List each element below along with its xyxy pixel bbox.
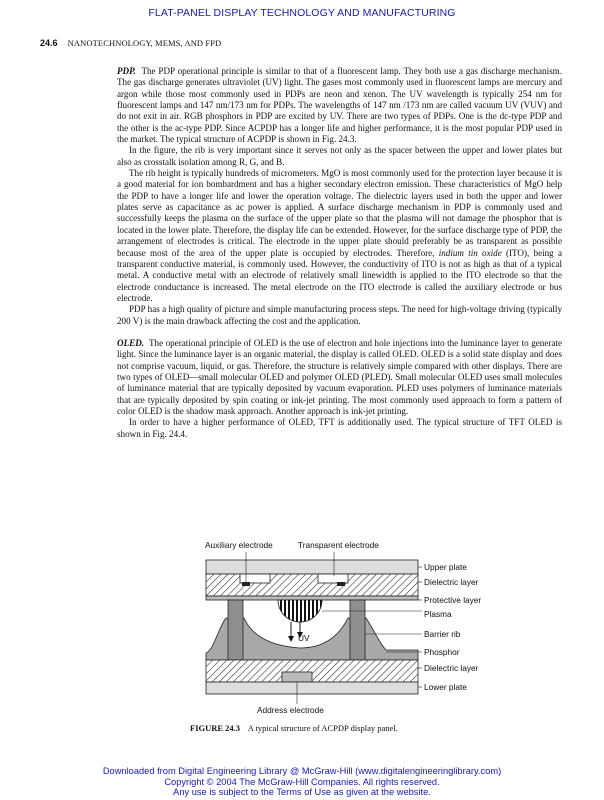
body-text [117,66,562,440]
download-footer [0,766,604,798]
section-title: NANOTECHNOLOGY, MEMS, AND FPD [67,38,222,48]
footer-line-1[interactable]: Downloaded from Digital Engineering Library @ McGraw-Hill (www.digitalengineeringlibrary.com) [102,766,502,776]
protective-layer-shape [206,596,418,600]
figure-caption-number: FIGURE 24.3 [190,723,241,733]
figure-24-3 [200,538,510,718]
page-number: 24.6 [40,38,58,48]
oled-run-in-heading: OLED. [117,337,145,348]
upper-plate [206,560,418,574]
upper-dielectric-layer [206,574,418,596]
page-banner: FLAT-PANEL DISPLAY TECHNOLOGY AND MANUFACTURING [148,7,456,19]
transparent-electrode-right [318,574,348,583]
pdp-paragraph-3 [117,168,562,304]
pdp-paragraph-4: PDP has a high quality of picture and simple manufacturing process steps. The need for high-voltage driving (typically 200 V) is the main drawback affecting the cost and the application. [117,304,562,326]
footer-line-3[interactable]: Any use is subject to the Terms of Use as given at the website. [173,787,431,797]
label-protective-layer: Protective layer [424,595,482,605]
running-head [40,38,221,48]
lower-plate-shape [206,682,418,694]
barrier-rib-left [228,600,243,660]
transparent-electrode-left [240,574,270,583]
label-dielectric-layer-top: Dielectric layer [424,577,479,587]
footer-line-2: Copyright © 2004 The McGraw-Hill Companies. All rights reserved. [164,776,440,787]
oled-paragraph-2: In order to have a higher performance of OLED, TFT is additionally used. The typical structure of TFT OLED is shown in Fig. 24.4. [117,417,562,439]
ito-term: indium tin oxide [438,247,502,258]
pdp-run-in-heading: PDP. [117,66,136,76]
pdp-paragraph-1 [117,66,562,145]
oled-paragraph-1 [117,338,562,417]
figure-caption [190,723,398,733]
figure-caption-text: A typical structure of ACPDP display panel. [247,723,398,733]
oled-paragraph-1-text: The operational principle of OLED is the use of electron and hole injections into the luminance layer to generate light. Since the luminance layer is an organic material, the display is called OLED. OLED is a solid state display and does not comprise vacuum, liquid, or gas. Therefore, the structure is relatively simple compared with other displays. There are two types of OLED—small molecular OLED and polymer OLED (PLED). Small molecular OLED uses small molecules of luminance material that are typically deposited by vacuum evaporation. PLED uses polymers of luminance materials that are typically deposited by spin coating or ink-jet printing. The most commonly used approach to form a pattern of color OLED is the shadow mask approach. Another approach is ink-jet printing. [117,337,562,416]
label-uv: UV [298,633,310,643]
label-upper-plate: Upper plate [424,562,467,572]
address-electrode-shape [282,672,312,682]
label-barrier-rib: Barrier rib [424,629,461,639]
plasma-shape [278,600,322,622]
uv-arrowhead-left [288,636,294,642]
label-address-electrode: Address electrode [257,705,324,715]
label-lower-plate: Lower plate [424,682,467,692]
pdp-paragraph-2: In the figure, the rib is very important since it serves not only as the spacer between the upper and lower plates but also as crosstalk isolation among R, G, and B. [117,145,562,167]
pdp-paragraph-3-text-a: The rib height is typically hundreds of micrometers. MgO is most commonly used for the protection layer because it is a good material for ion bombardment and has a higher secondary electron emission. These characteristics of MgO help the PDP to have a longer life and lower the operation voltage. The dielectric layers used in both the upper and lower plates serve as capacitance as ac power is applied. A surface discharge mechanism in PDP is commonly used and successfully keeps the plasma on the surface of the upper plate so that the plasma will not damage the phosphor that is located in the lower plate. Therefore, the display life can be extended. However, for the surface discharge type of PDP, the arrangement of electrodes is critical. The electrode in the upper plate should preferably be as transparent as possible because most of the area of the upper plate is occupied by electrodes. Therefore, [117,168,562,258]
barrier-rib-right [350,600,365,660]
label-plasma: Plasma [424,609,452,619]
label-transparent-electrode: Transparent electrode [298,540,379,550]
auxiliary-electrode-right [337,582,345,586]
label-auxiliary-electrode: Auxiliary electrode [205,540,273,550]
label-dielectric-layer-bottom: Dielectric layer [424,663,479,673]
auxiliary-electrode-left [242,582,250,586]
pdp-paragraph-3-text-b: (ITO), being a transparent conductive material, is commonly used. However, the conductivity of ITO is not as high as that of a typical metal. A conductive metal with an electrode of relatively small linewidth is applied to the ITO electrode so that the electrode conductance is increased. The metal electrode on the ITO electrode is called the auxiliary electrode or bus electrode. [117,247,562,303]
label-phosphor: Phosphor [424,647,460,657]
pdp-paragraph-1-text: The PDP operational principle is similar to that of a fluorescent lamp. They both use a gas discharge mechanism. The gas discharge generates ultraviolet (UV) light. The gases most commonly used in fluorescent lamps are mercury and argon while those most commonly used in PDPs are neon and xenon. The UV wavelength is typically 254 nm for fluorescent lamps and 147 nm/173 nm for PDPs. The wavelengths of 147 nm /173 nm are called vacuum UV (VUV) and do not exit in air. RGB phosphors in PDP are excited by UV. There are two types of PDPs. One is the dc-type PDP and the other is the ac-type PDP. Since ACPDP has a longer life and higher performance, it is the most popular PDP used in the market. The typical structure of ACPDP is shown in Fig. 24.3. [117,66,562,145]
